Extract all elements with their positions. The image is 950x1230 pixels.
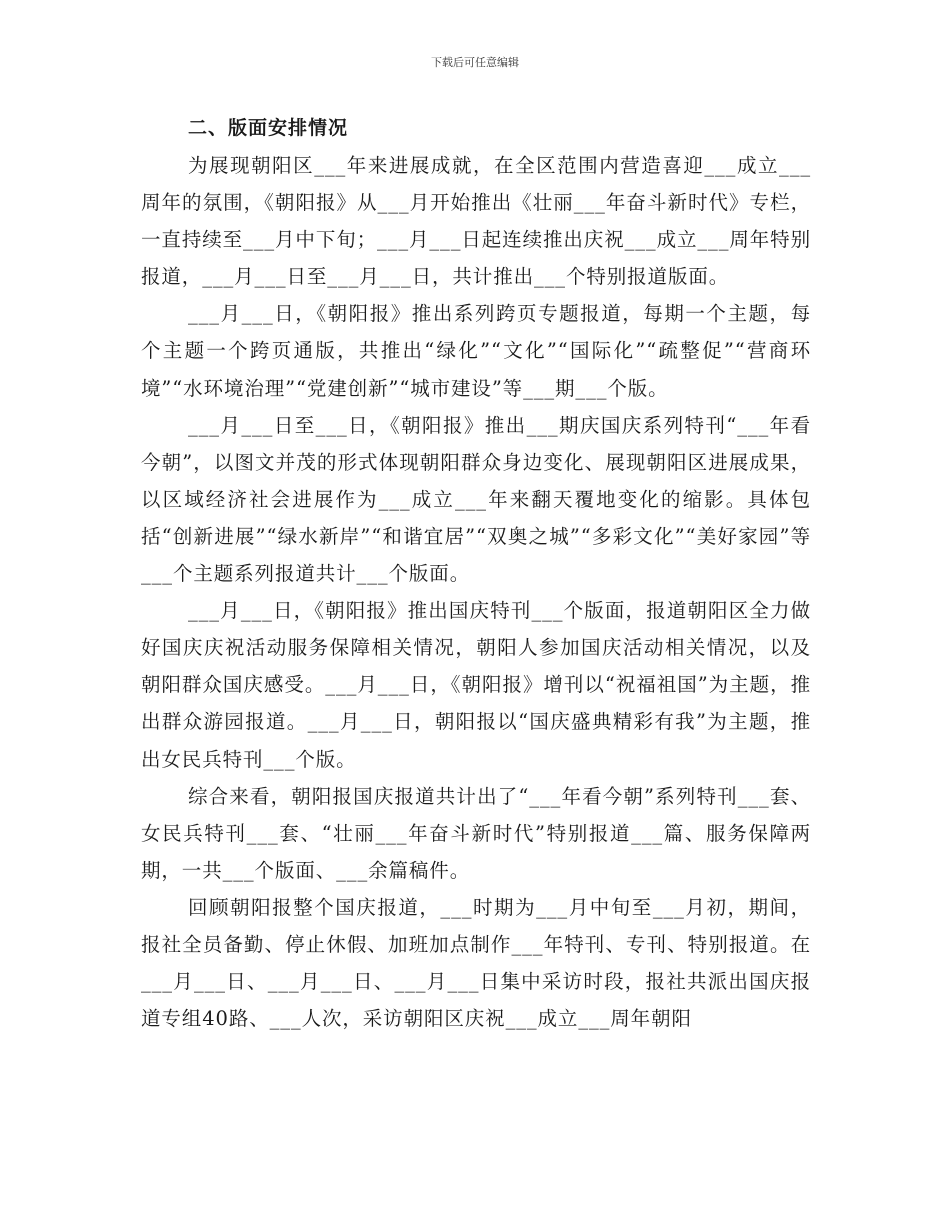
paragraph-6: 回顾朝阳报整个国庆报道，___时期为___月中旬至___月初，期间，报社全员备勤、停止休假、加班加点制作___年特刊、专刊、特别报道。在___月___日、___月___日、___月___日集中采访时段，报社共派出国庆报道专组40路、___人次，采访朝阳区庆祝___成立___周年朝阳 <box>141 895 811 1031</box>
page-header-note: 下载后可任意编辑 <box>431 56 519 69</box>
document-body <box>141 147 811 1037</box>
paragraph-2: ___月___日，《朝阳报》推出系列跨页专题报道，每期一个主题，每个主题一个跨页通版，共推出“绿化”“文化”“国际化”“疏整促”“营商环境”“水环境治理”“党建创新”“城市建设”等___期___个版。 <box>141 302 811 400</box>
section-heading: 二、版面安排情况 <box>188 117 349 139</box>
paragraph-4: ___月___日，《朝阳报》推出国庆特刊___个版面，报道朝阳区全力做好国庆庆祝活动服务保障相关情况，朝阳人参加国庆活动相关情况，以及朝阳群众国庆感受。___月___日，《朝阳报》增刊以“祝福祖国”为主题，推出群众游园报道。___月___日，朝阳报以“国庆盛典精彩有我”为主题，推出女民兵特刊___个版。 <box>141 599 811 771</box>
paragraph-3: ___月___日至___日，《朝阳报》推出___期庆国庆系列特刊“___年看今朝”，以图文并茂的形式体现朝阳群众身边变化、展现朝阳区进展成果，以区域经济社会进展作为___成立___年来翻天覆地变化的缩影。具体包括“创新进展”“绿水新岸”“和谐宜居”“双奥之城”“多彩文化”“美好家园”等___个主题系列报道共计___个版面。 <box>141 413 811 586</box>
paragraph-1: 为展现朝阳区___年来进展成就，在全区范围内营造喜迎___成立___周年的氛围，《朝阳报》从___月开始推出《壮丽___年奋斗新时代》专栏，一直持续至___月中下旬；___月___日起连续推出庆祝___成立___周年特别报道，___月___日至___月___日，共计推出___个特别报道版面。 <box>141 154 811 289</box>
paragraph-5: 综合来看，朝阳报国庆报道共计出了“___年看今朝”系列特刊___套、女民兵特刊___套、“壮丽___年奋斗新时代”特别报道___篇、服务保障两期，一共___个版面、___余篇稿件。 <box>141 784 811 882</box>
